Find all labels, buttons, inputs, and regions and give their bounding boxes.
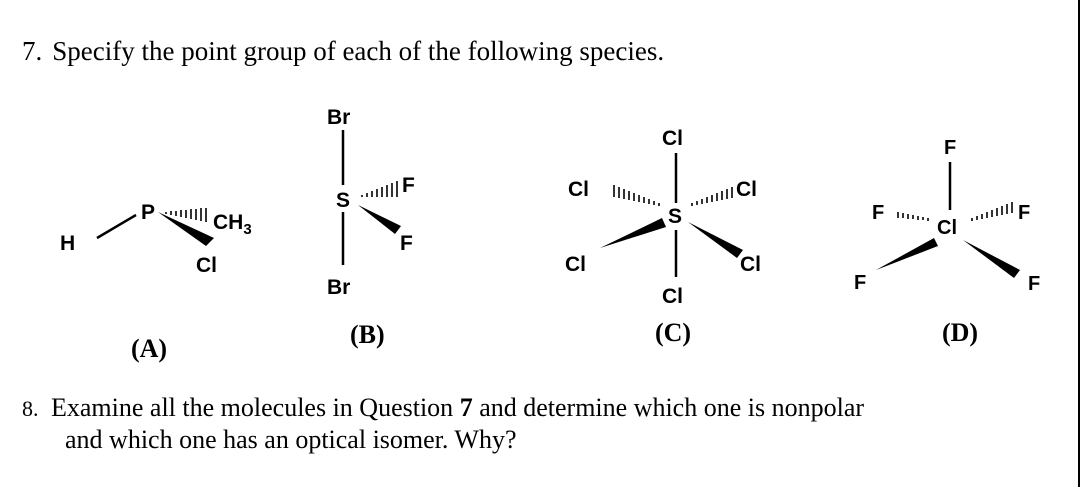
wedge-bond-cl-f-left bbox=[876, 238, 938, 270]
atom-br-top: Br bbox=[327, 106, 351, 129]
atom-f-hashed-right: F bbox=[1018, 202, 1031, 224]
atom-cl-hashed-left: Cl bbox=[568, 178, 589, 201]
wedge-bond-cl-f-right bbox=[963, 240, 1020, 278]
atom-cl-hashed-right: Cl bbox=[736, 178, 757, 201]
molecule-d bbox=[854, 137, 1040, 295]
atom-f-wedged-right: F bbox=[1028, 273, 1041, 295]
atom-cl-top: Cl bbox=[662, 127, 683, 150]
molecule-c bbox=[565, 127, 761, 308]
hashed-bond-s-cl-left bbox=[614, 185, 659, 206]
molecule-b bbox=[327, 106, 415, 299]
hashed-bond-cl-f-left bbox=[898, 212, 928, 221]
hashed-bond-s-cl-right bbox=[692, 187, 732, 206]
atom-cl-wedged-right: Cl bbox=[740, 253, 761, 276]
atom-s: S bbox=[668, 205, 683, 228]
label-molecule-b: (B) bbox=[350, 320, 385, 349]
question-8 bbox=[22, 392, 1067, 455]
atom-br-bottom: Br bbox=[327, 276, 351, 299]
atom-f-top: F bbox=[944, 137, 957, 159]
atom-cl-wedged-left: Cl bbox=[565, 253, 586, 276]
atom-cl-bottom: Cl bbox=[662, 285, 683, 308]
wedge-bond-s-f bbox=[358, 205, 401, 234]
question-8-bold-ref: 7 bbox=[459, 393, 473, 422]
question-7-number: 7. bbox=[22, 36, 43, 66]
wedge-bond-s-cl-left bbox=[600, 218, 666, 248]
atom-h: H bbox=[60, 232, 76, 255]
atom-s: S bbox=[336, 189, 351, 212]
atom-f-wedged: F bbox=[400, 232, 413, 255]
molecule-a bbox=[60, 201, 252, 277]
question-8-line2: and which one has an optical isomer. Why? bbox=[65, 425, 517, 454]
question-8-text-part1: Examine all the molecules in Question bbox=[51, 393, 454, 422]
question-8-number: 8. bbox=[22, 396, 39, 421]
label-molecule-a: (A) bbox=[131, 334, 168, 363]
label-molecule-c: (C) bbox=[655, 318, 692, 347]
wedge-bond-s-cl-right bbox=[688, 222, 743, 258]
label-molecule-d: (D) bbox=[942, 318, 979, 347]
question-8-text-part2: and determine which one is nonpolar bbox=[479, 393, 865, 422]
atom-f-hashed-left: F bbox=[872, 202, 885, 224]
atom-f-hashed: F bbox=[402, 174, 415, 197]
atom-ch3: $CH_3$ bbox=[213, 211, 252, 238]
question-7-text: Specify the point group of each of the following species. bbox=[52, 36, 665, 66]
atom-cl: Cl bbox=[937, 217, 957, 239]
atom-f-wedged-left: F bbox=[854, 272, 867, 294]
atom-p: P bbox=[141, 201, 156, 224]
bond-h-p bbox=[97, 215, 136, 238]
atom-cl: Cl bbox=[196, 254, 217, 277]
hashed-bond-s-f bbox=[362, 181, 397, 197]
hashed-bond-cl-f-right bbox=[972, 202, 1012, 221]
